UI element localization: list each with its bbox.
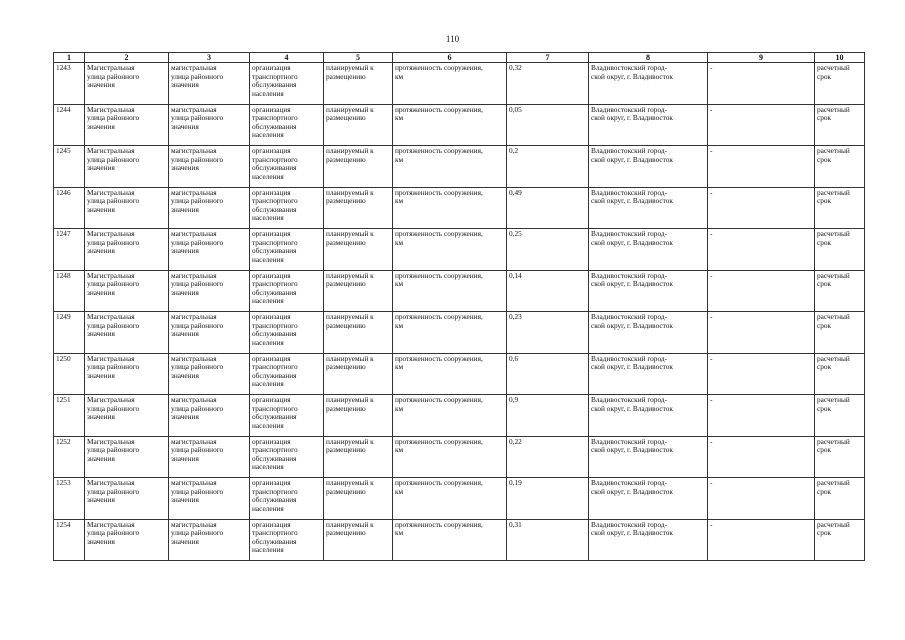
zone-info <box>708 104 815 146</box>
object-name-text: Магистральная улица районного значения <box>87 187 140 214</box>
characteristic-name <box>393 436 507 478</box>
row-number <box>54 146 85 188</box>
object-status <box>324 146 393 188</box>
implementation-term <box>815 63 865 105</box>
implementation-term-text: расчетный срок <box>817 187 850 206</box>
zone-info-text: - <box>710 63 713 72</box>
table-row <box>54 312 865 354</box>
object-name-text: Магистральная улица районного значения <box>87 104 140 131</box>
table-row <box>54 270 865 312</box>
object-location-text: Владивостокский город- ской округ, г. Владивосток <box>591 519 673 538</box>
implementation-term-text: расчетный срок <box>817 146 850 164</box>
object-location <box>589 270 708 312</box>
object-status-text: планируемый к размещению <box>326 63 374 81</box>
characteristic-name-text: протяженность сооружения, км <box>395 353 483 372</box>
object-purpose <box>250 270 324 312</box>
object-type <box>169 395 250 437</box>
object-type-text: магистральная улица районного значения <box>171 146 224 173</box>
characteristic-name <box>393 146 507 188</box>
characteristic-value <box>507 229 589 271</box>
object-purpose-text: организация транспортного обслуживания населения <box>252 395 298 430</box>
characteristic-value-text: 0,05 <box>509 104 522 114</box>
object-status <box>324 395 393 437</box>
zone-info-text: - <box>710 395 713 404</box>
implementation-term-text: расчетный срок <box>817 270 850 289</box>
characteristic-name <box>393 229 507 271</box>
zone-info-text: - <box>710 229 713 238</box>
zone-info-text: - <box>710 187 713 197</box>
object-status-text: планируемый к размещению <box>326 187 374 206</box>
implementation-term-text: расчетный срок <box>817 229 850 247</box>
characteristic-name-text: протяженность сооружения, км <box>395 395 483 413</box>
row-number-text: 1244 <box>56 104 71 114</box>
object-status-text: планируемый к размещению <box>326 395 374 413</box>
row-number <box>54 519 85 561</box>
object-name-text: Магистральная улица районного значения <box>87 519 140 546</box>
column-header: 3 <box>169 53 250 63</box>
characteristic-value <box>507 519 589 561</box>
object-location-text: Владивостокский город- ской округ, г. Владивосток <box>591 436 673 455</box>
object-type-text: магистральная улица районного значения <box>171 229 224 256</box>
characteristic-name-text: протяженность сооружения, км <box>395 187 483 206</box>
row-number-text: 1245 <box>56 146 71 155</box>
object-status-text: планируемый к размещению <box>326 146 374 164</box>
page-number: 110 <box>445 34 460 44</box>
column-header: 6 <box>393 53 507 63</box>
row-number <box>54 353 85 395</box>
object-status-text: планируемый к размещению <box>326 519 374 538</box>
object-type-text: магистральная улица районного значения <box>171 395 224 422</box>
object-location-text: Владивостокский город- ской округ, г. Владивосток <box>591 353 673 372</box>
object-name <box>85 478 169 520</box>
object-purpose <box>250 146 324 188</box>
object-purpose <box>250 229 324 271</box>
implementation-term-text: расчетный срок <box>817 436 850 455</box>
object-location-text: Владивостокский город- ской округ, г. Владивосток <box>591 395 673 413</box>
row-number <box>54 436 85 478</box>
object-name <box>85 104 169 146</box>
characteristic-value <box>507 395 589 437</box>
object-status-text: планируемый к размещению <box>326 353 374 372</box>
object-purpose <box>250 312 324 354</box>
object-location-text: Владивостокский город- ской округ, г. Владивосток <box>591 270 673 289</box>
table-row <box>54 353 865 395</box>
object-purpose-text: организация транспортного обслуживания населения <box>252 229 298 264</box>
zone-info <box>708 270 815 312</box>
table-row <box>54 478 865 520</box>
object-name <box>85 519 169 561</box>
zone-info <box>708 519 815 561</box>
object-location <box>589 63 708 105</box>
object-purpose <box>250 187 324 229</box>
row-number <box>54 478 85 520</box>
object-purpose-text: организация транспортного обслуживания населения <box>252 353 298 389</box>
object-status-text: планируемый к размещению <box>326 478 374 496</box>
row-number-text: 1249 <box>56 312 71 321</box>
zone-info <box>708 353 815 395</box>
object-purpose-text: организация транспортного обслуживания населения <box>252 478 298 513</box>
characteristic-value <box>507 312 589 354</box>
object-status <box>324 519 393 561</box>
table-row <box>54 436 865 478</box>
object-status <box>324 353 393 395</box>
object-name <box>85 353 169 395</box>
object-purpose-text: организация транспортного обслуживания населения <box>252 270 298 306</box>
object-type <box>169 519 250 561</box>
implementation-term <box>815 270 865 312</box>
object-name <box>85 63 169 105</box>
table-row <box>54 395 865 437</box>
object-purpose-text: организация транспортного обслуживания населения <box>252 187 298 223</box>
object-name-text: Магистральная улица районного значения <box>87 229 140 256</box>
object-location <box>589 519 708 561</box>
column-header: 2 <box>85 53 169 63</box>
object-status <box>324 436 393 478</box>
object-name-text: Магистральная улица районного значения <box>87 436 140 463</box>
row-number-text: 1248 <box>56 270 71 280</box>
row-number-text: 1251 <box>56 395 71 404</box>
object-type <box>169 146 250 188</box>
object-name <box>85 395 169 437</box>
object-type <box>169 270 250 312</box>
implementation-term <box>815 312 865 354</box>
row-number <box>54 104 85 146</box>
implementation-term <box>815 395 865 437</box>
object-purpose <box>250 436 324 478</box>
characteristic-value-text: 0,2 <box>509 146 519 155</box>
characteristic-value-text: 0,22 <box>509 436 522 446</box>
object-type-text: магистральная улица районного значения <box>171 436 224 463</box>
object-type-text: магистральная улица районного значения <box>171 104 224 131</box>
object-purpose <box>250 353 324 395</box>
characteristic-name <box>393 312 507 354</box>
characteristic-name <box>393 270 507 312</box>
object-purpose <box>250 478 324 520</box>
row-number <box>54 270 85 312</box>
object-name-text: Магистральная улица районного значения <box>87 146 140 173</box>
characteristic-name <box>393 63 507 105</box>
characteristic-value <box>507 478 589 520</box>
characteristic-value-text: 0,19 <box>509 478 522 487</box>
characteristic-name <box>393 187 507 229</box>
object-type <box>169 312 250 354</box>
object-purpose-text: организация транспортного обслуживания населения <box>252 436 298 472</box>
zone-info-text: - <box>710 353 713 363</box>
implementation-term <box>815 104 865 146</box>
object-type-text: магистральная улица районного значения <box>171 63 224 90</box>
object-status-text: планируемый к размещению <box>326 270 374 289</box>
row-number <box>54 312 85 354</box>
implementation-term <box>815 353 865 395</box>
object-status <box>324 270 393 312</box>
characteristic-name-text: протяженность сооружения, км <box>395 270 483 289</box>
object-type <box>169 478 250 520</box>
object-type <box>169 63 250 105</box>
table-row <box>54 104 865 146</box>
object-name-text: Магистральная улица районного значения <box>87 270 140 297</box>
column-header: 7 <box>507 53 589 63</box>
object-location-text: Владивостокский город- ской округ, г. Владивосток <box>591 478 673 496</box>
implementation-term-text: расчетный срок <box>817 395 850 413</box>
implementation-term-text: расчетный срок <box>817 353 850 372</box>
object-status <box>324 104 393 146</box>
object-type-text: магистральная улица районного значения <box>171 312 224 339</box>
object-purpose-text: организация транспортного обслуживания населения <box>252 63 298 98</box>
object-status <box>324 187 393 229</box>
zone-info <box>708 395 815 437</box>
object-type-text: магистральная улица районного значения <box>171 478 224 505</box>
column-header: 4 <box>250 53 324 63</box>
characteristic-name-text: протяженность сооружения, км <box>395 229 483 247</box>
implementation-term-text: расчетный срок <box>817 478 850 496</box>
object-purpose-text: организация транспортного обслуживания населения <box>252 519 298 555</box>
object-status <box>324 478 393 520</box>
object-status <box>324 229 393 271</box>
implementation-term-text: расчетный срок <box>817 104 850 123</box>
row-number <box>54 63 85 105</box>
object-name <box>85 436 169 478</box>
table-row <box>54 229 865 271</box>
characteristic-value <box>507 353 589 395</box>
object-name <box>85 146 169 188</box>
object-name <box>85 229 169 271</box>
characteristic-value <box>507 187 589 229</box>
characteristic-value <box>507 63 589 105</box>
characteristic-value-text: 0,23 <box>509 312 522 321</box>
row-number <box>54 187 85 229</box>
zone-info <box>708 63 815 105</box>
table-row <box>54 63 865 105</box>
object-location <box>589 187 708 229</box>
zone-info <box>708 436 815 478</box>
table-row <box>54 146 865 188</box>
characteristic-value-text: 0,32 <box>509 63 522 72</box>
characteristic-name-text: протяженность сооружения, км <box>395 519 483 538</box>
zone-info-text: - <box>710 436 713 446</box>
object-location-text: Владивостокский город- ской округ, г. Владивосток <box>591 229 673 247</box>
object-status-text: планируемый к размещению <box>326 229 374 247</box>
object-type <box>169 353 250 395</box>
object-name <box>85 270 169 312</box>
row-number-text: 1247 <box>56 229 71 238</box>
zone-info-text: - <box>710 270 713 280</box>
zone-info-text: - <box>710 519 713 529</box>
implementation-term <box>815 146 865 188</box>
implementation-term <box>815 478 865 520</box>
column-header: 9 <box>708 53 815 63</box>
object-purpose-text: организация транспортного обслуживания населения <box>252 104 298 140</box>
object-location <box>589 229 708 271</box>
table-row <box>54 187 865 229</box>
zone-info-text: - <box>710 104 713 114</box>
object-purpose <box>250 395 324 437</box>
object-location-text: Владивостокский город- ской округ, г. Владивосток <box>591 104 673 123</box>
object-purpose <box>250 519 324 561</box>
object-location <box>589 353 708 395</box>
row-number-text: 1252 <box>56 436 71 446</box>
characteristic-value-text: 0,25 <box>509 229 522 238</box>
object-location <box>589 436 708 478</box>
object-location <box>589 146 708 188</box>
zone-info-text: - <box>710 312 713 321</box>
implementation-term-text: расчетный срок <box>817 519 850 538</box>
characteristic-value <box>507 270 589 312</box>
object-location <box>589 478 708 520</box>
object-location <box>589 312 708 354</box>
implementation-term <box>815 519 865 561</box>
object-location-text: Владивостокский город- ской округ, г. Владивосток <box>591 63 673 81</box>
object-status-text: планируемый к размещению <box>326 436 374 455</box>
characteristic-value <box>507 436 589 478</box>
header-row <box>54 53 865 63</box>
characteristic-name-text: протяженность сооружения, км <box>395 104 483 123</box>
row-number-text: 1246 <box>56 187 71 197</box>
characteristic-name-text: протяженность сооружения, км <box>395 436 483 455</box>
column-header: 1 <box>54 53 85 63</box>
register-table <box>53 52 865 561</box>
implementation-term-text: расчетный срок <box>817 312 850 330</box>
characteristic-name-text: протяженность сооружения, км <box>395 478 483 496</box>
object-purpose-text: организация транспортного обслуживания населения <box>252 146 298 181</box>
table-row <box>54 519 865 561</box>
object-purpose <box>250 104 324 146</box>
object-purpose-text: организация транспортного обслуживания населения <box>252 312 298 347</box>
characteristic-value-text: 0,31 <box>509 519 522 529</box>
characteristic-value-text: 0,14 <box>509 270 522 280</box>
characteristic-name <box>393 395 507 437</box>
characteristic-value <box>507 104 589 146</box>
implementation-term <box>815 187 865 229</box>
object-type <box>169 436 250 478</box>
row-number-text: 1250 <box>56 353 71 363</box>
object-status-text: планируемый к размещению <box>326 104 374 123</box>
zone-info-text: - <box>710 478 713 487</box>
characteristic-name <box>393 519 507 561</box>
object-type <box>169 187 250 229</box>
object-name-text: Магистральная улица районного значения <box>87 312 140 339</box>
characteristic-name <box>393 478 507 520</box>
characteristic-name-text: протяженность сооружения, км <box>395 146 483 164</box>
characteristic-name <box>393 104 507 146</box>
row-number-text: 1253 <box>56 478 71 487</box>
zone-info <box>708 478 815 520</box>
object-location <box>589 104 708 146</box>
object-type-text: магистральная улица районного значения <box>171 519 224 546</box>
object-location <box>589 395 708 437</box>
row-number-text: 1254 <box>56 519 71 529</box>
object-purpose <box>250 63 324 105</box>
object-status <box>324 312 393 354</box>
characteristic-name <box>393 353 507 395</box>
characteristic-value-text: 0,6 <box>509 353 519 363</box>
zone-info <box>708 146 815 188</box>
column-header: 8 <box>589 53 708 63</box>
zone-info-text: - <box>710 146 713 155</box>
object-name-text: Магистральная улица районного значения <box>87 63 140 90</box>
object-location-text: Владивостокский город- ской округ, г. Владивосток <box>591 187 673 206</box>
characteristic-value-text: 0,9 <box>509 395 519 404</box>
object-type-text: магистральная улица районного значения <box>171 270 224 297</box>
column-header: 5 <box>324 53 393 63</box>
object-type-text: магистральная улица районного значения <box>171 353 224 380</box>
object-name-text: Магистральная улица районного значения <box>87 395 140 422</box>
row-number-text: 1243 <box>56 63 71 72</box>
object-location-text: Владивостокский город- ской округ, г. Владивосток <box>591 312 673 330</box>
object-status-text: планируемый к размещению <box>326 312 374 330</box>
object-name-text: Магистральная улица районного значения <box>87 353 140 380</box>
characteristic-name-text: протяженность сооружения, км <box>395 63 483 81</box>
zone-info <box>708 312 815 354</box>
implementation-term <box>815 436 865 478</box>
object-status <box>324 63 393 105</box>
object-type-text: магистральная улица районного значения <box>171 187 224 214</box>
object-location-text: Владивостокский город- ской округ, г. Владивосток <box>591 146 673 164</box>
object-name-text: Магистральная улица районного значения <box>87 478 140 505</box>
implementation-term-text: расчетный срок <box>817 63 850 81</box>
object-name <box>85 187 169 229</box>
object-type <box>169 104 250 146</box>
zone-info <box>708 187 815 229</box>
implementation-term <box>815 229 865 271</box>
object-name <box>85 312 169 354</box>
object-type <box>169 229 250 271</box>
zone-info <box>708 229 815 271</box>
characteristic-name-text: протяженность сооружения, км <box>395 312 483 330</box>
row-number <box>54 229 85 271</box>
column-header: 10 <box>815 53 865 63</box>
row-number <box>54 395 85 437</box>
characteristic-value-text: 0,49 <box>509 187 522 197</box>
characteristic-value <box>507 146 589 188</box>
